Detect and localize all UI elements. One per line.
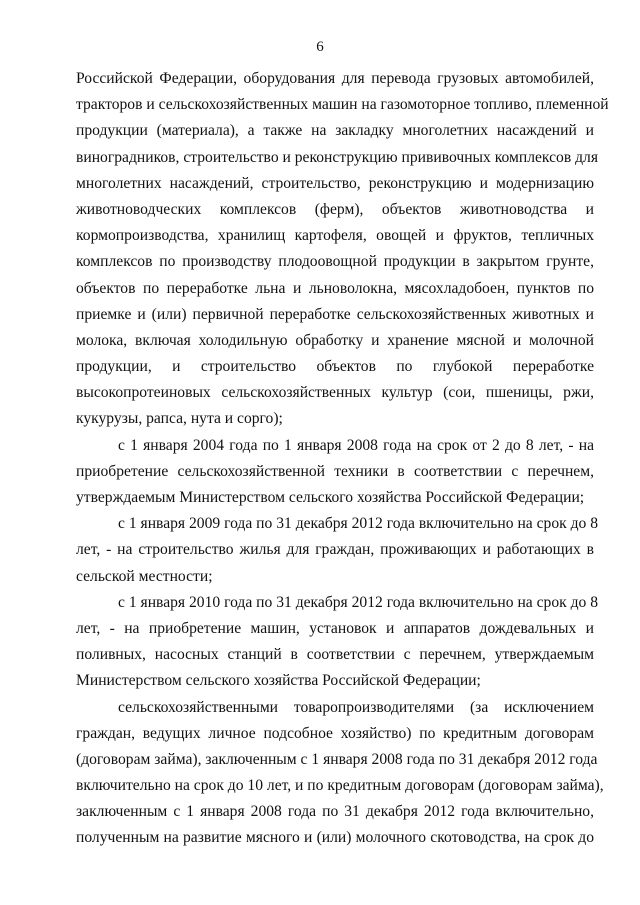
text-line: молока, включая холодильную обработку и хранение мясной и молочной: [76, 331, 594, 349]
text-line: приобретение сельскохозяйственной техники в соответствии с перечнем,: [76, 462, 594, 480]
text-line: приемке и (или) первичной переработке сельскохозяйственных животных и: [76, 305, 594, 323]
page-number: 6: [316, 39, 324, 55]
text-line: лет, - на приобретение машин, установок и аппаратов дождевальных и: [76, 619, 594, 637]
document-body: [76, 66, 609, 852]
text-line: Министерством сельского хозяйства Российской Федерации;: [76, 672, 481, 690]
paragraph: [76, 590, 599, 695]
text-line: с 1 января 2009 года по 31 декабря 2012 года включительно на срок до 8: [118, 515, 599, 533]
text-line: утверждаемым Министерством сельского хозяйства Российской Федерации;: [76, 489, 585, 506]
text-line: кукурузы, рапса, нута и сорго);: [76, 410, 283, 428]
text-line: полученным на развитие мясного и (или) молочного скотоводства, на срок до: [76, 829, 594, 847]
text-line: тракторов и сельскохозяйственных машин на газомоторное топливо, племенной: [76, 96, 609, 114]
text-line: граждан, ведущих личное подсобное хозяйство) по кредитным договорам: [76, 724, 594, 742]
text-line: поливных, насосных станций в соответствии с перечнем, утверждаемым: [76, 646, 594, 664]
text-line: многолетних насаждений, строительство, реконструкцию и модернизацию: [76, 174, 594, 192]
text-line: кормопроизводства, хранилищ картофеля, овощей и фруктов, тепличных: [76, 227, 594, 245]
text-line: Российской Федерации, оборудования для перевода грузовых автомобилей,: [76, 70, 594, 87]
text-line: продукции (материала), а также на закладку многолетних насаждений и: [76, 122, 594, 140]
paragraph: [76, 66, 609, 433]
text-line: (договорам займа), заключенным с 1 января 2008 года по 31 декабря 2012 года: [76, 750, 598, 768]
paragraph: [76, 695, 604, 852]
text-line: объектов по переработке льна и льноволокна, мясохладобоен, пунктов по: [76, 279, 594, 297]
text-line: лет, - на строительство жилья для граждан, проживающих и работающих в: [76, 541, 594, 559]
text-line: заключенным с 1 января 2008 года по 31 декабря 2012 года включительно,: [76, 803, 594, 821]
paragraph: [76, 433, 594, 512]
text-line: включительно на срок до 10 лет, и по кредитным договорам (договорам займа),: [76, 777, 604, 795]
text-line: животноводческих комплексов (ферм), объектов животноводства и: [76, 200, 594, 218]
paragraph: [76, 511, 599, 590]
text-line: продукции, и строительство объектов по глубокой переработке: [76, 358, 594, 376]
text-line: высокопротеиновых сельскохозяйственных культур (сои, пшеницы, ржи,: [76, 384, 594, 402]
text-line: сельской местности;: [76, 567, 213, 585]
text-line: с 1 января 2010 года по 31 декабря 2012 года включительно на срок до 8: [118, 593, 599, 611]
text-line: сельскохозяйственными товаропроизводителями (за исключением: [118, 698, 594, 716]
text-line: комплексов по производству плодоовощной продукции в закрытом грунте,: [76, 253, 594, 271]
text-line: с 1 января 2004 года по 1 января 2008 года на срок от 2 до 8 лет, - на: [118, 436, 594, 454]
text-line: виноградников, строительство и реконструкцию прививочных комплексов для: [76, 148, 598, 166]
